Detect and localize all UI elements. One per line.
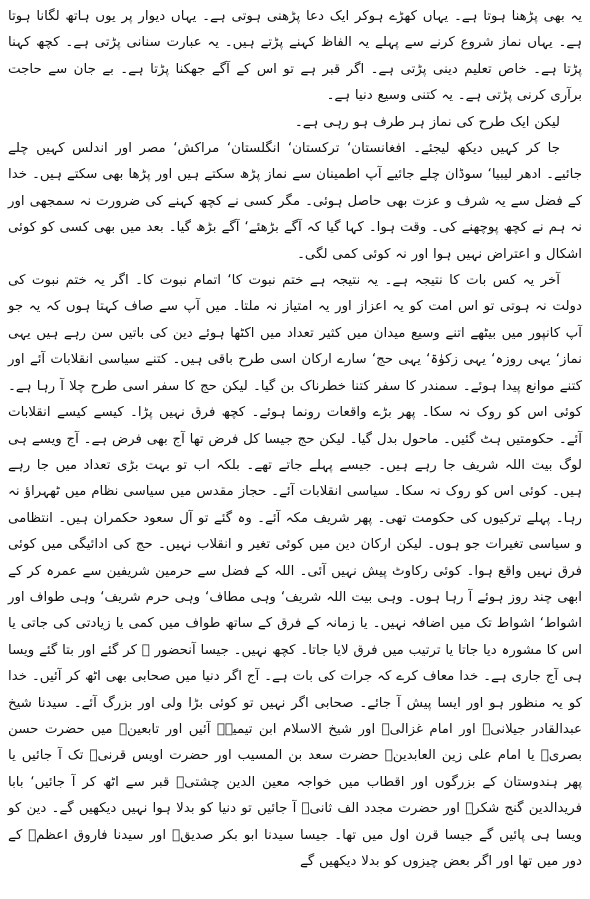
paragraph-3: جا کر کہیں دیکھ لیجئے۔ افغانستان‘ ترکستان‘ انگلستان‘ مراکش‘ مصر اور اندلس کہیں چلے جائیے۔ ادھر لیبیا‘ سوڈان چلے جائیے آپ اطمینان سے نماز پڑھ سکتے ہیں اور پڑھا بھی سکتے ہیں۔ خدا کے فضل سے یہ شرف و عزت بھی حاصل ہوئی۔ مگر کسی نے کچھ کہنے کی ضرورت نہ سمجھی اور نہ ہم نے کچھ پوچھنے کی۔ وقت ہوا۔ کہا گیا کہ آگے بڑھئے‘ آگے بڑھ گیا۔ بعد میں بھی کسی کو کوئی اشکال و اعتراض نہیں ہوا اور نہ کوئی کمی لگی۔ [8, 141, 582, 262]
paragraph-2: لیکن ایک طرح کی نماز ہر طرف ہو رہی ہے۔ [294, 114, 560, 130]
paragraph-4: آخر یہ کس بات کا نتیجہ ہے۔ یہ نتیجہ ہے ختم نبوت کا‘ اتمام نبوت کا۔ اگر یہ ختم نبوت کی دولت نہ ہوتی تو اس امت کو یہ اعزاز اور یہ امتیاز نہ ملتا۔ میں آپ سے صاف کہتا ہوں کہ یہ جو آپ کانپور میں بیٹھے اتنے وسیع میدان میں کثیر تعداد میں اکٹھا ہوئے دین کی باتیں سن رہے ہیں یہی نماز‘ یہی روزہ‘ یہی زکوٰۃ‘ یہی حج‘ سارے ارکان اسی طرح باقی ہیں۔ کتنے سیاسی انقلابات آئے اور کتنے موانع پیدا ہوئے۔ سمندر کا سفر کتنا خطرناک بن گیا۔ لیکن حج کا سفر اسی طرح چلا آ رہا ہے۔ کوئی اس کو روک نہ سکا۔ پھر بڑے واقعات رونما ہوئے۔ کچھ فرق نہیں پڑا۔ کیسے کیسے انقلابات آئے۔ حکومتیں ہٹ گئیں۔ ماحول بدل گیا۔ لیکن حج جیسا کل فرض تھا آج بھی فرض ہے۔ آج ویسے ہی لوگ بیت اللہ شریف جا رہے ہیں۔ جیسے پہلے جاتے تھے۔ بلکہ اب تو بہت بڑی تعداد میں جا رہے ہیں۔ کوئی اس کو روک نہ سکا۔ سیاسی انقلابات آئے۔ حجاز مقدس میں سیاسی نظام میں ٹھہراؤ نہ رہا۔ پہلے ترکیوں کی حکومت تھی۔ پھر شریف مکہ آئے۔ وہ گئے تو آل سعود حکمران ہیں۔ انتظامی و سیاسی تغیرات جو ہوں۔ لیکن ارکان دین میں کوئی تغیر و انقلاب نہیں۔ حج کی ادائیگی میں کوئی فرق نہیں واقع ہوا۔ کوئی رکاوٹ پیش نہیں آئی۔ اللہ کے فضل سے حرمین شریفین سے عمرہ کر کے ابھی چند روز ہوئے آ رہا ہوں۔ وہی بیت اللہ شریف‘ وہی مطاف‘ وہی حرم شریف‘ وہی طواف اور اشواط‘ اشواط تک میں اضافہ نہیں۔ یا زمانہ کے فرق کے ساتھ طواف میں کمی یا زیادتی کی جاتی یا اس کا مشورہ دیا جاتا یا ترتیب میں فرق لایا جاتا۔ کچھ نہیں۔ جیسا آنحضور ﷺ کر گئے اور بتا گئے ویسا ہی آج جاری ہے۔ خدا معاف کرے کہ جرات کی بات ہے۔ آج اگر دنیا میں صحابی بھی اٹھ کر آئیں۔ خدا کو یہ منظور ہو اور ایسا پیش آ جائے۔ صحابی اگر نہیں تو کوئی بڑا ولی اور بزرگ آئے۔ سیدنا شیخ عبدالقادر جیلانیؒ اور امام غزالیؒ اور شیخ الاسلام ابن تیمیہؒ آئیں اور تابعینؒ میں حضرت حسن بصریؒ یا امام علی زین العابدینؒ حضرت سعد بن المسیب اور حضرت اویس قرنیؒ تک آ جائیں یا پھر ہندوستان کے بزرگوں اور اقطاب میں خواجہ معین الدین چشتیؒ قبر سے اٹھ کر آ جائیں‘ بابا فریدالدین گنج شکرؒ اور حضرت مجدد الف ثانیؒ آ جائیں تو دنیا کو بدلا ہوا نہیں دیکھیں گے۔ دین کو ویسا ہی پائیں گے جیسا قرن اول میں تھا۔ جیسا سیدنا ابو بکر صدیقؓ اور سیدنا فاروق اعظمؓ کے دور میں تھا اور اگر بعض چیزوں کو بدلا دیکھیں گے [8, 273, 582, 869]
paragraph-1: یہ بھی پڑھنا ہوتا ہے۔ یہاں کھڑے ہوکر ایک دعا پڑھنی ہوتی ہے۔ یہاں دیوار پر یوں ہاتھ لگانا ہوتا ہے۔ یہاں نماز شروع کرنے سے پہلے یہ الفاظ کہنے پڑتے ہیں۔ یہ عبارت سنانی پڑتی ہے۔ کچھ کہنا پڑتا ہے۔ خاص تعلیم دینی پڑتی ہے۔ اگر قبر ہے تو اس کے آگے جھکنا پڑتا ہے۔ بے جان سے حاجت برآری کرنی پڑتی ہے۔ یہ کتنی وسیع دنیا ہے۔ [8, 9, 582, 104]
